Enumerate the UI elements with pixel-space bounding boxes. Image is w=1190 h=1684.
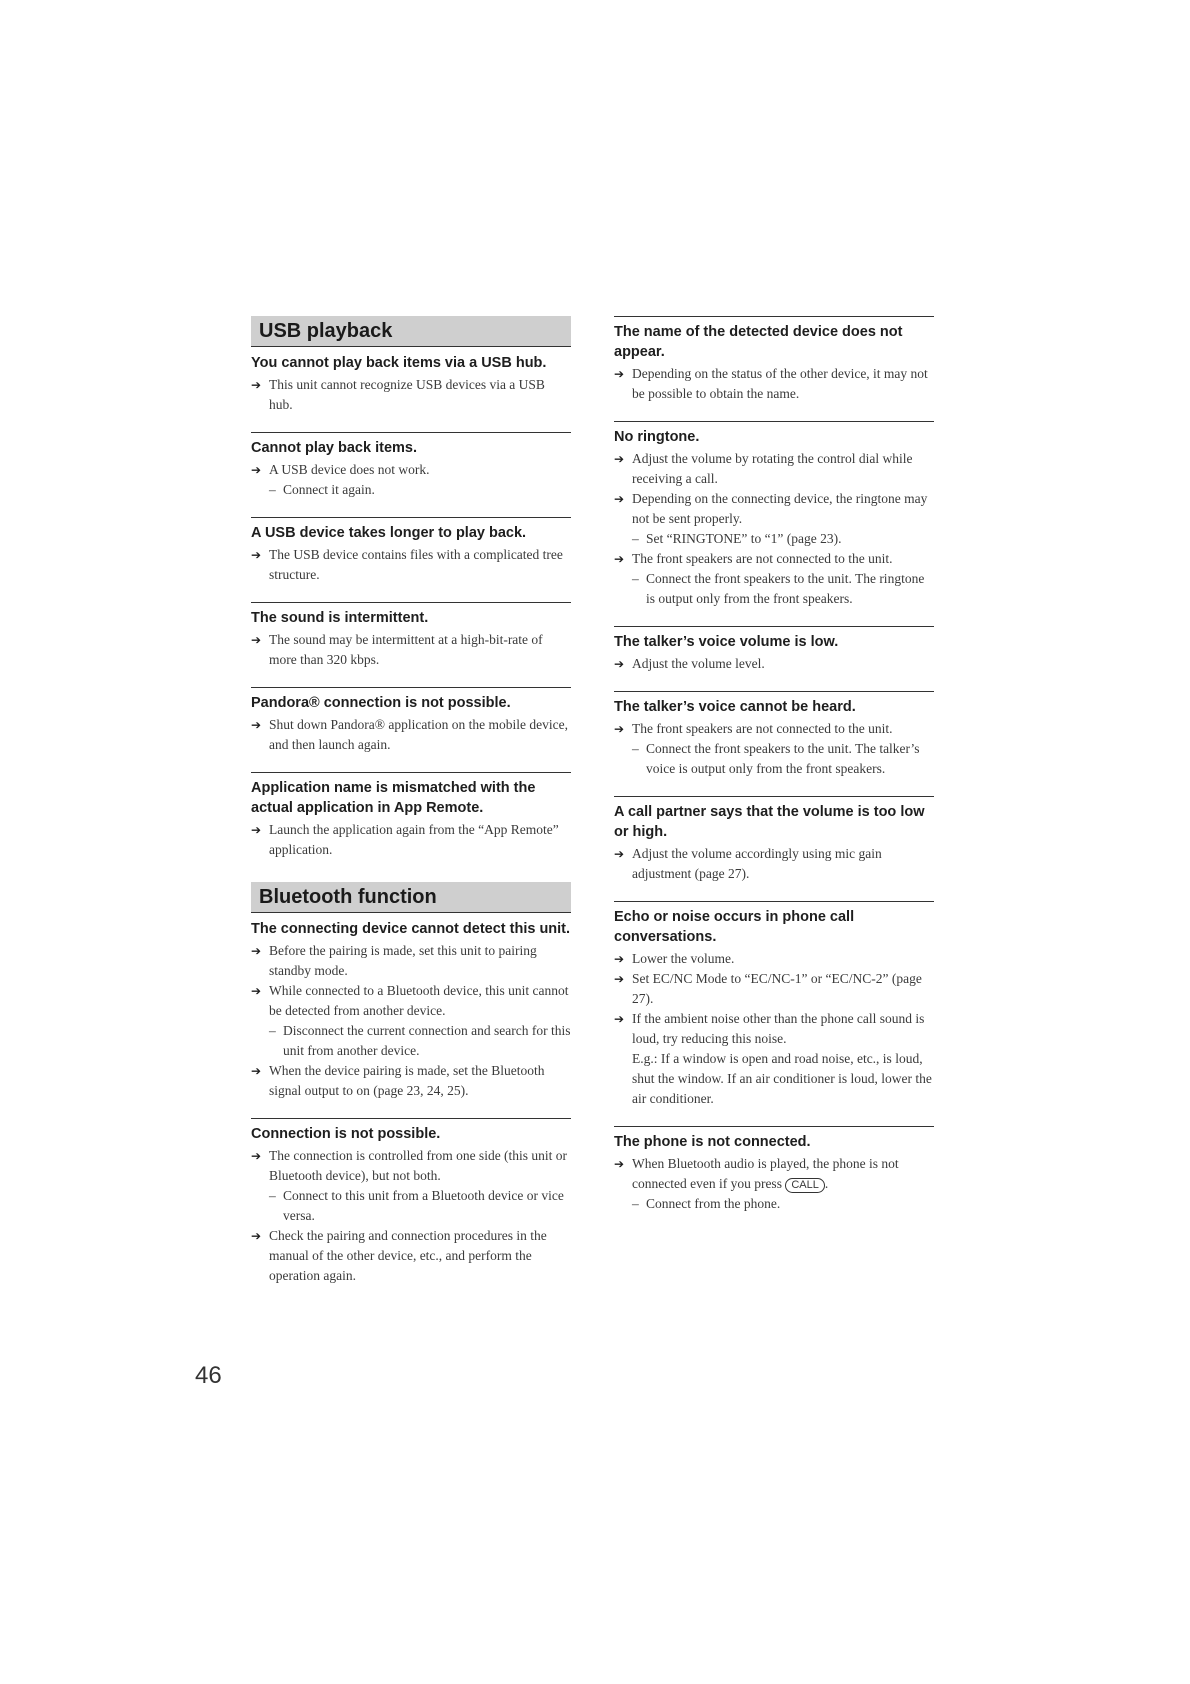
arrow-icon: ➔ [614, 972, 625, 986]
sub-item: – Connect the front speakers to the unit. The talker’s voice is output only from the front speakers. [632, 741, 920, 776]
issue-title: Connection is not possible. [251, 1126, 441, 1142]
issue-cannot-play [251, 432, 571, 500]
arrow-icon: ➔ [614, 847, 625, 861]
sub-item: – Disconnect the current connection and search for this unit from another device. [269, 1023, 571, 1058]
issue-title: No ringtone. [614, 429, 700, 445]
arrow-icon: ➔ [251, 823, 262, 837]
arrow-icon: ➔ [614, 452, 625, 466]
issue-usb-hub [251, 353, 571, 415]
arrow-icon: ➔ [251, 633, 262, 647]
arrow-icon: ➔ [251, 1149, 262, 1163]
issue-phone-not-connected [614, 1126, 934, 1214]
sub-item: – Connect to this unit from a Bluetooth device or vice versa. [269, 1188, 564, 1223]
arrow-icon: ➔ [614, 1157, 625, 1171]
left-column [251, 316, 571, 1303]
sub-item: – Set “RINGTONE” to “1” (page 23). [632, 531, 842, 546]
answer-item: ➔ While connected to a Bluetooth device, this unit cannot be detected from another device. [251, 983, 569, 1018]
issue-echo-noise [614, 901, 934, 1109]
answer-item: ➔ Launch the application again from the “App Remote” application. [251, 822, 559, 857]
issue-title: The talker’s voice cannot be heard. [614, 699, 856, 715]
arrow-icon: ➔ [251, 1229, 262, 1243]
issue-title: Echo or noise occurs in phone call conversations. [614, 909, 855, 945]
arrow-icon: ➔ [614, 367, 625, 381]
sub-item: – Connect the front speakers to the unit. The ringtone is output only from the front speakers. [632, 571, 925, 606]
issue-sound-intermittent [251, 602, 571, 670]
answer-item: ➔ A USB device does not work. [251, 460, 571, 480]
issue-title: A call partner says that the volume is too low or high. [614, 804, 925, 840]
issue-no-ringtone [614, 421, 934, 609]
answer-item: ➔ Check the pairing and connection procedures in the manual of the other device, etc., and perform the operation again. [251, 1228, 547, 1283]
arrow-icon: ➔ [614, 1012, 625, 1026]
issue-app-name-mismatch [251, 772, 571, 860]
issue-title: The phone is not connected. [614, 1134, 811, 1150]
answer-item: ➔ If the ambient noise other than the phone call sound is loud, try reducing this noise. [614, 1011, 925, 1046]
section-heading-bluetooth: Bluetooth function [251, 882, 571, 913]
arrow-icon: ➔ [251, 1064, 262, 1078]
arrow-icon: ➔ [614, 952, 625, 966]
arrow-icon: ➔ [251, 718, 262, 732]
answer-item: ➔ Depending on the connecting device, the ringtone may not be sent properly. [614, 491, 928, 526]
issue-title: The connecting device cannot detect this unit. [251, 921, 571, 937]
issue-partner-volume [614, 796, 934, 884]
sub-item: – Connect from the phone. [632, 1196, 781, 1211]
answer-item: ➔ Lower the volume. [614, 949, 934, 969]
answer-item: ➔ The front speakers are not connected to the unit. [614, 549, 934, 569]
issue-device-name [614, 316, 934, 404]
issue-usb-longer [251, 517, 571, 585]
arrow-icon: ➔ [251, 944, 262, 958]
issue-title: The name of the detected device does not appear. [614, 324, 903, 360]
answer-item: ➔ The front speakers are not connected to the unit. [614, 719, 934, 739]
answer-item: ➔ The connection is controlled from one side (this unit or Bluetooth device), but not both. [251, 1148, 568, 1183]
call-button-glyph: CALL [785, 1178, 825, 1193]
arrow-icon: ➔ [251, 378, 262, 392]
arrow-icon: ➔ [614, 657, 625, 671]
issue-title: Application name is mismatched with the actual application in App Remote. [251, 780, 536, 816]
issue-title: The sound is intermittent. [251, 610, 429, 626]
arrow-icon: ➔ [614, 552, 625, 566]
arrow-icon: ➔ [614, 492, 625, 506]
answer-item: ➔ Depending on the status of the other device, it may not be possible to obtain the name. [614, 366, 928, 401]
issue-voice-low [614, 626, 934, 674]
arrow-icon: ➔ [251, 463, 262, 477]
example-note: E.g.: If a window is open and road noise, etc., is loud, shut the window. If an air conditioner is loud, lower the air conditioner. [632, 1051, 932, 1106]
right-column [614, 316, 934, 1231]
answer-item: ➔ Adjust the volume by rotating the control dial while receiving a call. [614, 451, 913, 486]
issue-title: You cannot play back items via a USB hub. [251, 355, 547, 371]
answer-item: ➔ Adjust the volume accordingly using mic gain adjustment (page 27). [614, 846, 882, 881]
answer-item: ➔ Set EC/NC Mode to “EC/NC-1” or “EC/NC-2” (page 27). [614, 971, 922, 1006]
answer-item: ➔ The sound may be intermittent at a high-bit-rate of more than 320 kbps. [251, 632, 543, 667]
issue-title: Cannot play back items. [251, 440, 417, 456]
issue-pandora [251, 687, 571, 755]
arrow-icon: ➔ [251, 548, 262, 562]
arrow-icon: ➔ [251, 984, 262, 998]
section-heading-usb-playback: USB playback [251, 316, 571, 347]
answer-item: ➔ When Bluetooth audio is played, the phone is not connected even if you press CALL . [614, 1156, 899, 1191]
issue-title: A USB device takes longer to play back. [251, 525, 527, 541]
issue-voice-not-heard [614, 691, 934, 779]
answer-item: ➔ When the device pairing is made, set the Bluetooth signal output to on (page 23, 24, 25). [251, 1063, 545, 1098]
answer-item: ➔ Shut down Pandora® application on the mobile device, and then launch again. [251, 717, 568, 752]
answer-item: ➔ This unit cannot recognize USB devices via a USB hub. [251, 377, 545, 412]
answer-item: ➔ Before the pairing is made, set this unit to pairing standby mode. [251, 943, 537, 978]
issue-title: Pandora® connection is not possible. [251, 695, 511, 711]
issue-connection-not-possible [251, 1118, 571, 1286]
page-number: 46 [195, 1362, 222, 1389]
arrow-icon: ➔ [614, 722, 625, 736]
sub-item: – Connect it again. [269, 482, 375, 497]
answer-item: ➔ Adjust the volume level. [614, 654, 934, 674]
answer-item: ➔ The USB device contains files with a complicated tree structure. [251, 547, 563, 582]
issue-cannot-detect [251, 919, 571, 1101]
issue-title: The talker’s voice volume is low. [614, 634, 839, 650]
